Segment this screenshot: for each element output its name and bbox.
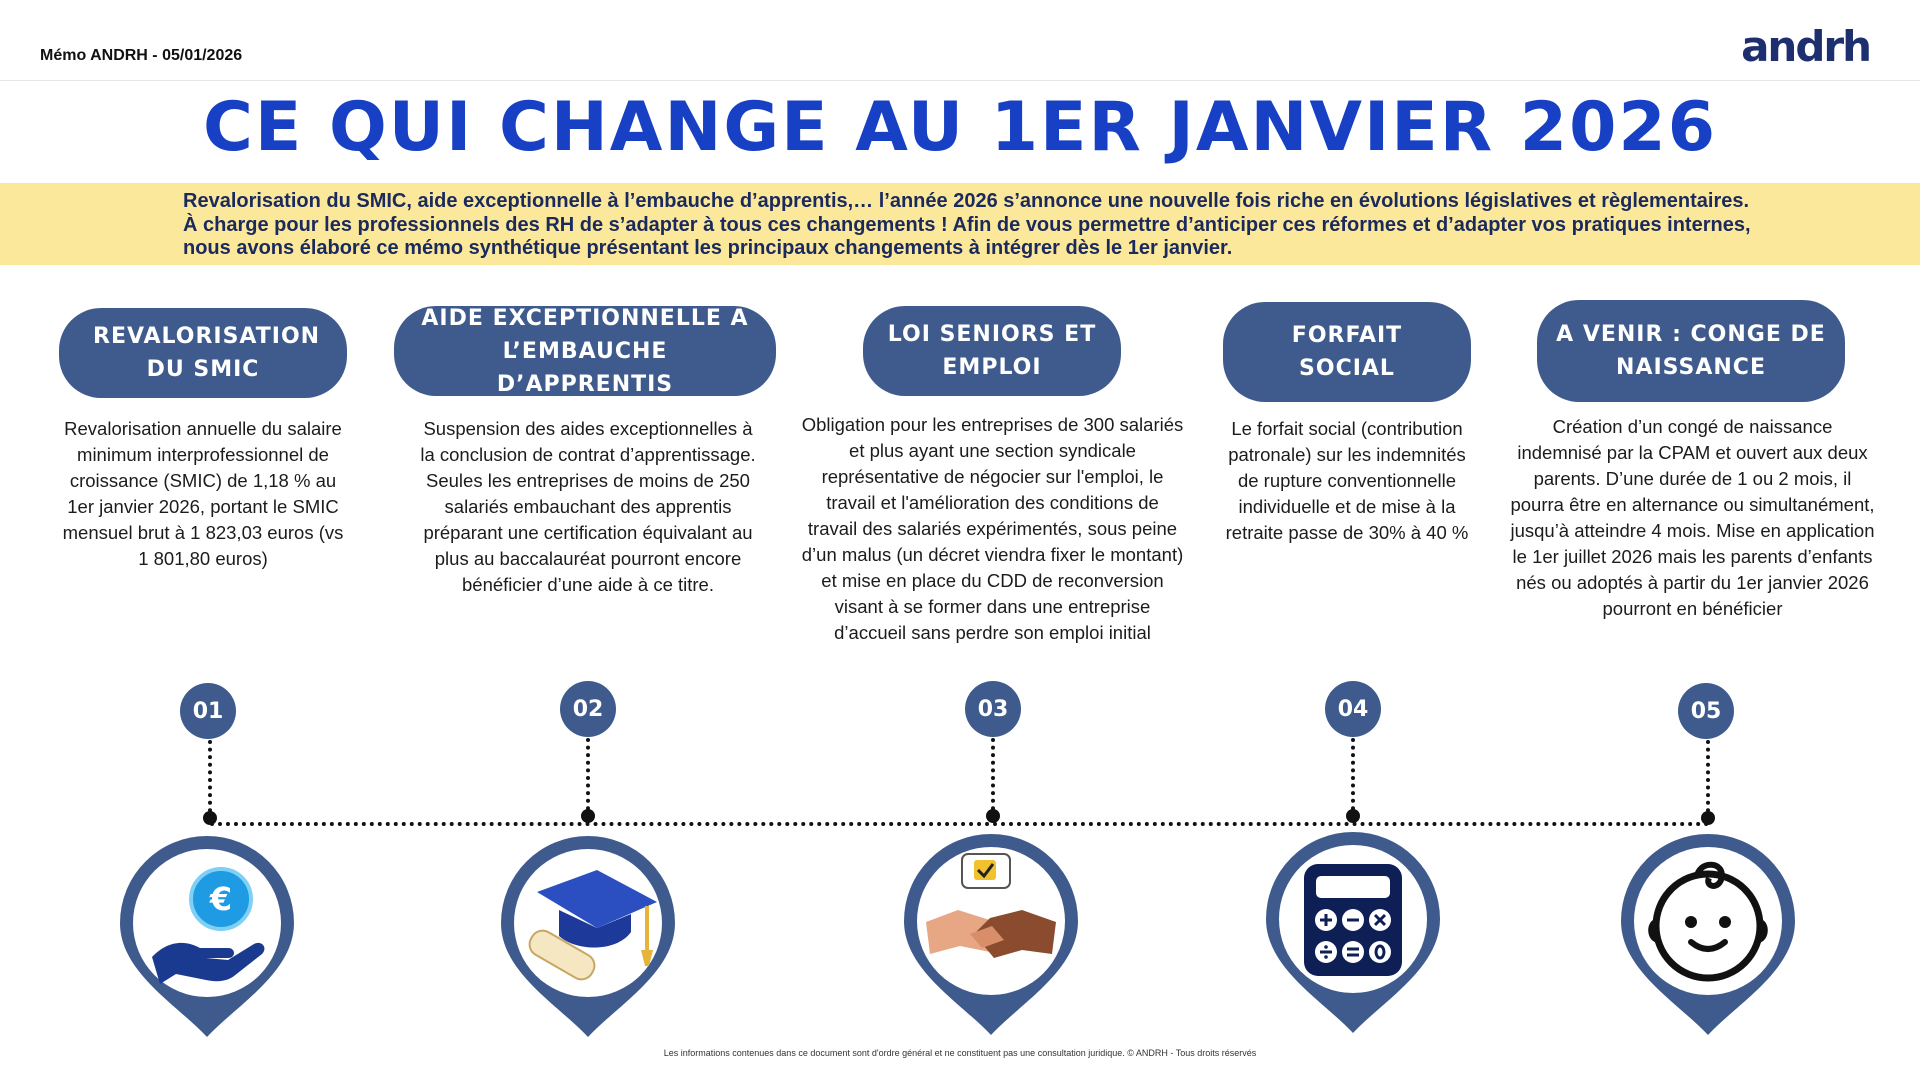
connector-04 (1351, 738, 1355, 818)
desc-01: Revalorisation annuelle du salaire minimum interprofessionnel de croissance (SMIC) de 1,18 % au 1er janvier 2026, portant le SMIC mensuel brut à 1 823,03 euros (vs 1 801,80 euros) (62, 418, 344, 569)
pill-title-01 (59, 308, 347, 398)
pill-title-03-text: LOI SENIORS ET EMPLOI (887, 322, 1097, 380)
timeline-dot-04 (1346, 809, 1360, 823)
pill-title-05 (1537, 300, 1845, 402)
step-number-02: 02 (560, 681, 616, 737)
connector-02 (586, 738, 590, 818)
page-title: CE QUI CHANGE AU 1ER JANVIER 2026 (202, 88, 1718, 167)
pill-title-01-text: REVALORISATION DU SMIC (93, 324, 321, 382)
timeline-line (210, 822, 1710, 826)
euro-hand-icon (116, 832, 298, 1042)
timeline-dot-01 (203, 811, 217, 825)
pill-title-04-text: FORFAIT SOCIAL (1291, 323, 1403, 381)
pill-title-03 (863, 306, 1121, 396)
svg-text:€: € (209, 880, 233, 918)
calculator-icon (1262, 828, 1444, 1038)
graduation-cap-icon (497, 832, 679, 1042)
connector-03 (991, 738, 995, 818)
desc-03: Obligation pour les entreprises de 300 salariés et plus ayant une section syndicale représentative de négocier sur l'emploi, le travail et l'amélioration des conditions de travail des salariés expérimentés, sous peine d’un malus (un décret viendra fixer le montant) et mise en place du CDD de reconversion visant à se former dans une entreprise d’accueil sans perdre son emploi initial (801, 414, 1184, 643)
timeline-dot-05 (1701, 811, 1715, 825)
baby-face-icon (1617, 830, 1799, 1040)
memo-date: Mémo ANDRH - 05/01/2026 (40, 47, 243, 64)
pill-title-02-text: AIDE EXCEPTIONNELLE A L’EMBAUCHE D’APPRENTIS (421, 305, 749, 397)
handshake-icon (900, 830, 1082, 1040)
step-number-01: 01 (180, 683, 236, 739)
intro-text: Revalorisation du SMIC, aide exceptionnelle à l’embauche d’apprentis,… l’année 2026 s’annonce une nouvelle fois riche en évolutions législatives et règlementaires. À charge pour les professionnels des RH de s’adapter à tous ces changements ! Afin de vous permettre d’anticiper ces réformes et d’adapter vos pratiques internes, nous avons élaboré ce mémo synthétique présentant les principaux changements à intégrer dès le 1er janvier. (183, 190, 1751, 259)
connector-01 (208, 740, 212, 820)
timeline-dot-02 (581, 809, 595, 823)
divider (0, 80, 1920, 81)
pill-title-05-text: A VENIR : CONGE DE NAISSANCE (1556, 322, 1826, 380)
pill-title-04 (1223, 302, 1471, 402)
step-number-05: 05 (1678, 683, 1734, 739)
desc-05: Création d’un congé de naissance indemnisé par la CPAM et ouvert aux deux parents. D’une durée de 1 ou 2 mois, il pourra être en alternance ou simultanément, jusqu’à atteindre 4 mois. Mise en application le 1er juillet 2026 mais les parents d’enfants nés ou adoptés à partir du 1er janvier 2026 pourront en bénéficier (1510, 416, 1875, 619)
step-number-03: 03 (965, 681, 1021, 737)
disclaimer: Les informations contenues dans ce document sont d'ordre général et ne constituent pas une consultation juridique. © ANDRH - Tous droits réservés (663, 1048, 1257, 1058)
step-number-04: 04 (1325, 681, 1381, 737)
pill-title-02 (394, 306, 776, 396)
desc-02: Suspension des aides exceptionnelles à la conclusion de contrat d’apprentissage. Seules les entreprises de moins de 250 salariés embauchant des apprentis préparant une certification équivalant au plus au baccalauréat pourront encore bénéficier d’une aide à ce titre. (420, 418, 756, 595)
timeline-dot-03 (986, 809, 1000, 823)
connector-05 (1706, 740, 1710, 820)
desc-04: Le forfait social (contribution patronale) sur les indemnités de rupture conventionnelle individuelle et de mise à la retraite passe de 30% à 40 % (1225, 418, 1469, 543)
andrh-logo: andrh (1741, 22, 1870, 71)
